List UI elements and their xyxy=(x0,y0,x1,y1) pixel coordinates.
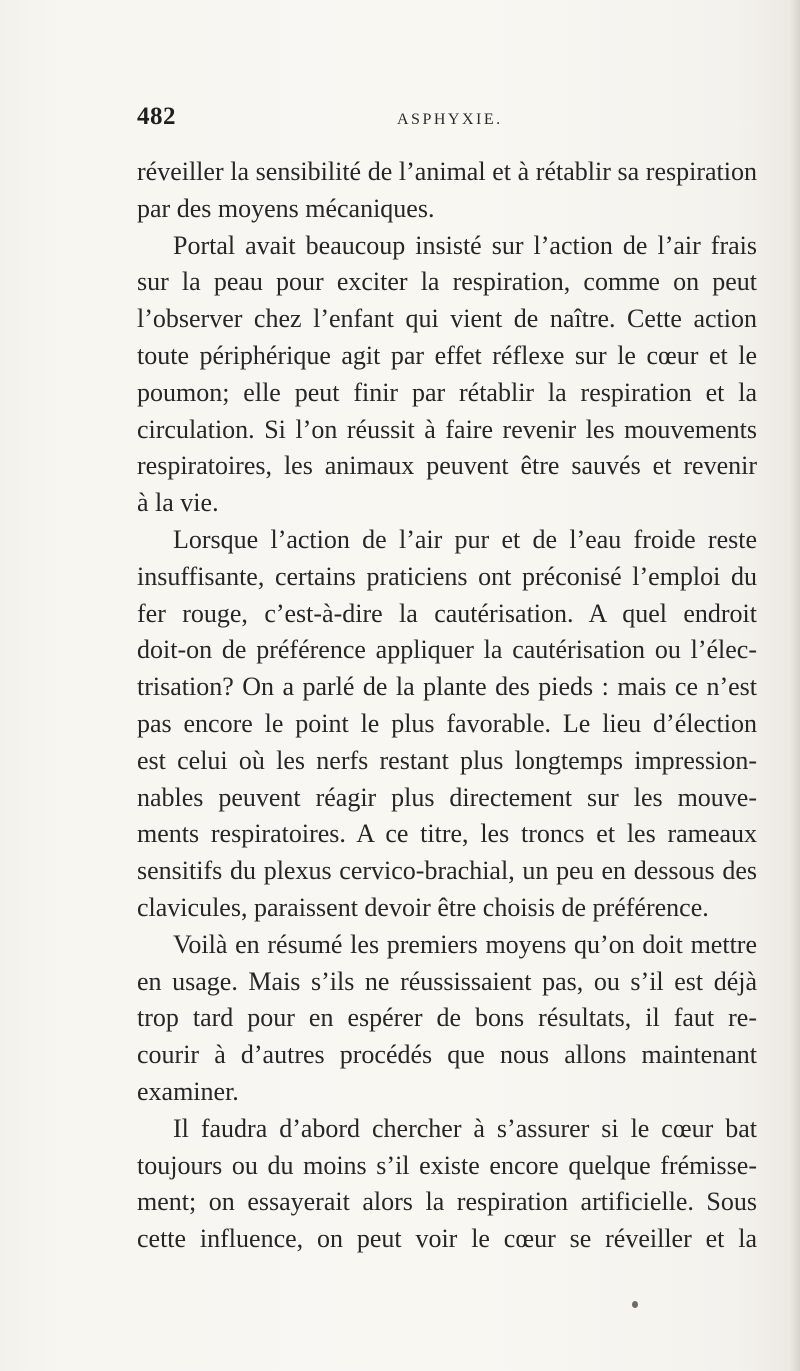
text-line: toute périphérique agit par effet réflexe sur le cœur et le xyxy=(137,340,757,370)
running-head: ASPHYXIE. xyxy=(397,111,503,128)
text-line: cette influence, on peut voir le cœur se réveiller et la xyxy=(137,1224,757,1254)
text-line: pas encore le point le plus favorable. Le lieu d’élection xyxy=(137,708,757,738)
text-line: examiner. xyxy=(137,1076,239,1106)
text-line: à la vie. xyxy=(137,488,219,518)
text-line: trisation? On a parlé de la plante des pieds : mais ce n’est xyxy=(137,672,757,702)
body-text xyxy=(137,154,757,1258)
text-line: sensitifs du plexus cervico-brachial, un peu en dessous des xyxy=(137,856,757,886)
text-line: l’observer chez l’enfant qui vient de naître. Cette action xyxy=(137,304,757,334)
text-line: ments respiratoires. A ce titre, les troncs et les rameaux xyxy=(137,819,757,849)
text-line: respiratoires, les animaux peuvent être sauvés et revenir xyxy=(137,451,757,481)
text-line: fer rouge, c’est-à-dire la cautérisation. A quel endroit xyxy=(137,598,757,628)
page-header xyxy=(137,103,757,139)
page-edge-shadow xyxy=(790,0,800,1371)
text-line: poumon; elle peut finir par rétablir la respiration et la xyxy=(137,377,757,407)
text-line: ment; on essayerait alors la respiration artificielle. Sous xyxy=(137,1187,757,1217)
page-number: 482 xyxy=(137,103,176,130)
text-line: clavicules, paraissent devoir être choisis de préférence. xyxy=(137,892,709,922)
text-line: en usage. Mais s’ils ne réussissaient pas, ou s’il est déjà xyxy=(137,966,757,996)
text-line: sur la peau pour exciter la respiration, comme on peut xyxy=(137,267,757,297)
text-line: Voilà en résumé les premiers moyens qu’on doit mettre xyxy=(173,929,757,959)
text-line: trop tard pour en espérer de bons résultats, il faut re- xyxy=(137,1003,757,1033)
text-line: doit-on de préférence appliquer la cautérisation ou l’élec- xyxy=(137,635,757,665)
text-line: Lorsque l’action de l’air pur et de l’eau froide reste xyxy=(173,524,757,554)
text-line: courir à d’autres procédés que nous allons maintenant xyxy=(137,1040,757,1070)
text-line: nables peuvent réagir plus directement sur les mouve- xyxy=(137,782,757,812)
ink-speck xyxy=(632,1301,638,1308)
text-line: par des moyens mécaniques. xyxy=(137,193,435,223)
text-line: Portal avait beaucoup insisté sur l’action de l’air frais xyxy=(173,230,757,260)
text-line: insuffisante, certains praticiens ont préconisé l’emploi du xyxy=(137,561,757,591)
text-line: est celui où les nerfs restant plus longtemps impression- xyxy=(137,745,757,775)
text-line: toujours ou du moins s’il existe encore quelque frémisse- xyxy=(137,1150,757,1180)
text-line: réveiller la sensibilité de l’animal et à rétablir sa respiration xyxy=(137,157,757,186)
text-line: Il faudra d’abord chercher à s’assurer si le cœur bat xyxy=(173,1113,757,1143)
text-line: circulation. Si l’on réussit à faire revenir les mouvements xyxy=(137,414,757,444)
